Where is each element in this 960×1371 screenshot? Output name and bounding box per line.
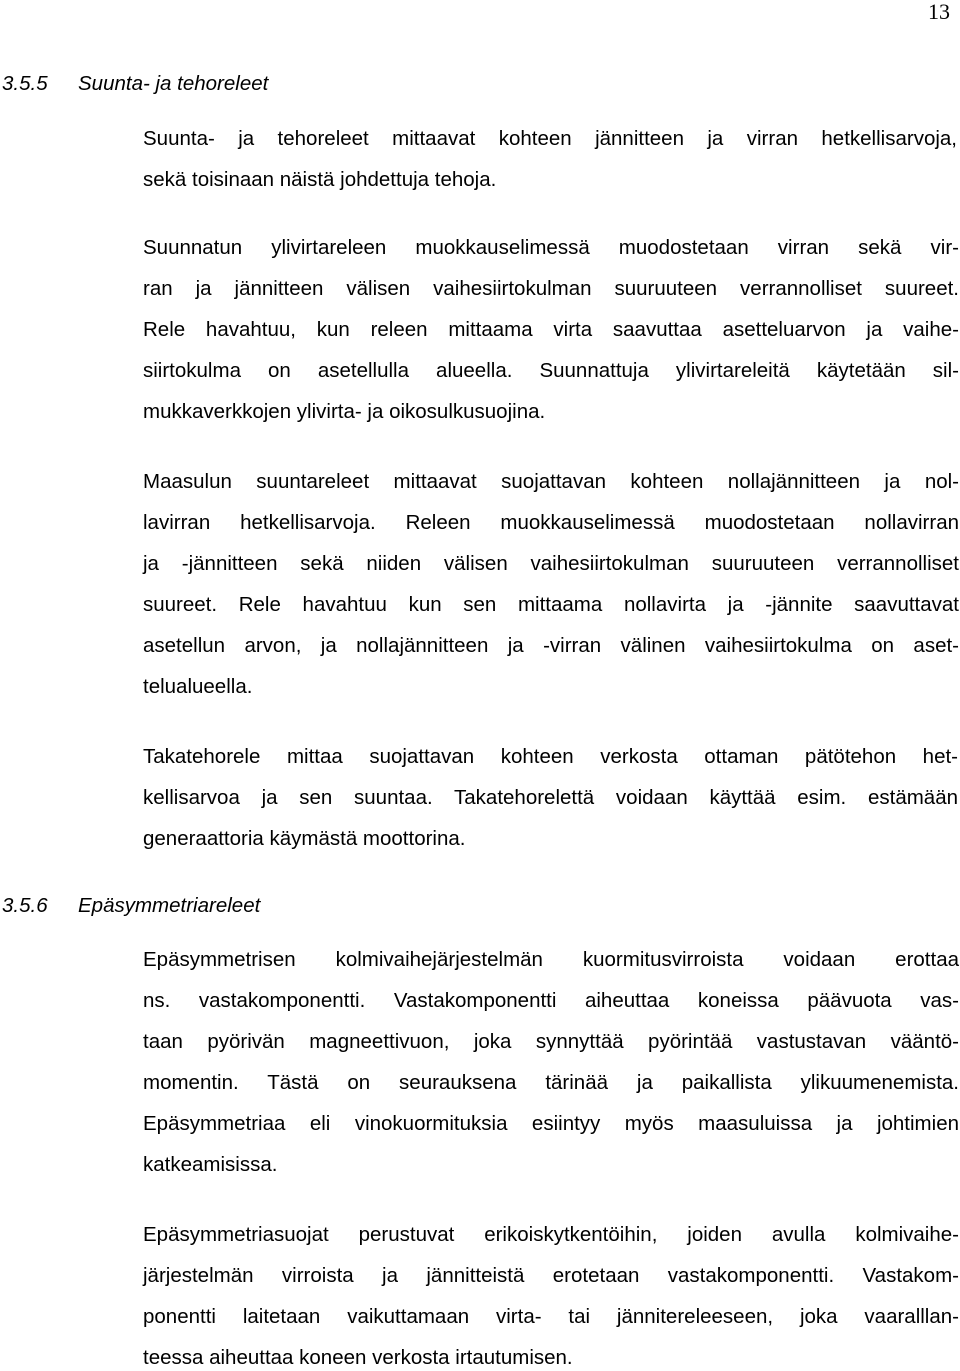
text-line: momentin. Tästä on seurauksena tärinää ja paikallista ylikuumenemista. <box>143 1071 959 1094</box>
paragraph <box>143 745 958 851</box>
text-line: asetellun arvon, ja nollajännitteen ja -virran välinen vaihesiirtokulma on aset- <box>143 634 959 657</box>
text-line: Rele havahtuu, kun releen mittaama virta saavuttaa asetteluarvon ja vaihe- <box>143 318 959 341</box>
text-line: kellisarvoa ja sen suuntaa. Takatehorelettä voidaan käyttää esim. estämään <box>143 786 958 809</box>
paragraph <box>143 127 957 192</box>
section-heading-3-5-6 <box>2 894 260 918</box>
paragraph <box>143 948 959 1177</box>
section-title: Epäsymmetriareleet <box>78 894 261 917</box>
text-line: suureet. Rele havahtuu kun sen mittaama nollavirta ja -jännite saavuttavat <box>143 593 959 616</box>
section-heading-3-5-5 <box>2 72 268 96</box>
text-line: Takatehorele mittaa suojattavan kohteen verkosta ottaman pätötehon het- <box>143 745 958 768</box>
paragraph <box>143 1223 959 1370</box>
text-line: ja -jännitteen sekä niiden välisen vaihesiirtokulman suuruuteen verrannolliset <box>143 552 959 575</box>
text-line: ponentti laitetaan vaikuttamaan virta- tai jännitereleeseen, joka vaaralllan- <box>143 1305 959 1328</box>
text-line: siirtokulma on asetellulla alueella. Suunnattuja ylivirtareleitä käytetään sil- <box>143 359 959 382</box>
text-line: ran ja jännitteen välisen vaihesiirtokulman suuruuteen verrannolliset suureet. <box>143 277 959 300</box>
text-line: taan pyörivän magneettivuon, joka synnyttää pyörintää vastustavan vääntö- <box>143 1030 959 1053</box>
text-line: teessa aiheuttaa koneen verkosta irtautumisen. <box>143 1346 573 1369</box>
page-number: 13 <box>928 0 950 24</box>
text-line: generaattoria käymästä moottorina. <box>143 827 466 850</box>
text-line: Maasulun suuntareleet mittaavat suojattavan kohteen nollajännitteen ja nol- <box>143 470 959 493</box>
paragraph <box>143 470 959 699</box>
section-number: 3.5.5 <box>2 72 48 95</box>
text-line: järjestelmän virroista ja jännitteistä erotetaan vastakomponentti. Vastakom- <box>143 1264 959 1287</box>
text-line: Epäsymmetrisen kolmivaihejärjestelmän kuormitusvirroista voidaan erottaa <box>143 948 959 971</box>
text-line: Epäsymmetriasuojat perustuvat erikoiskytkentöihin, joiden avulla kolmivaihe- <box>143 1223 959 1246</box>
text-line: telualueella. <box>143 675 253 698</box>
text-line: ns. vastakomponentti. Vastakomponentti aiheuttaa koneissa päävuota vas- <box>143 989 959 1012</box>
paragraph <box>143 236 959 424</box>
text-line: Suunta- ja tehoreleet mittaavat kohteen jännitteen ja virran hetkellisarvoja, <box>143 127 957 150</box>
section-number: 3.5.6 <box>2 894 48 917</box>
text-line: sekä toisinaan näistä johdettuja tehoja. <box>143 168 497 191</box>
text-line: Epäsymmetriaa eli vinokuormituksia esiintyy myös maasuluissa ja johtimien <box>143 1112 959 1135</box>
text-line: mukkaverkkojen ylivirta- ja oikosulkusuojina. <box>143 400 546 423</box>
text-line: lavirran hetkellisarvoja. Releen muokkauselimessä muodostetaan nollavirran <box>143 511 959 534</box>
section-title: Suunta- ja tehoreleet <box>78 72 269 95</box>
text-line: katkeamisissa. <box>143 1153 278 1176</box>
text-line: Suunnatun ylivirtareleen muokkauselimessä muodostetaan virran sekä vir- <box>143 236 959 259</box>
